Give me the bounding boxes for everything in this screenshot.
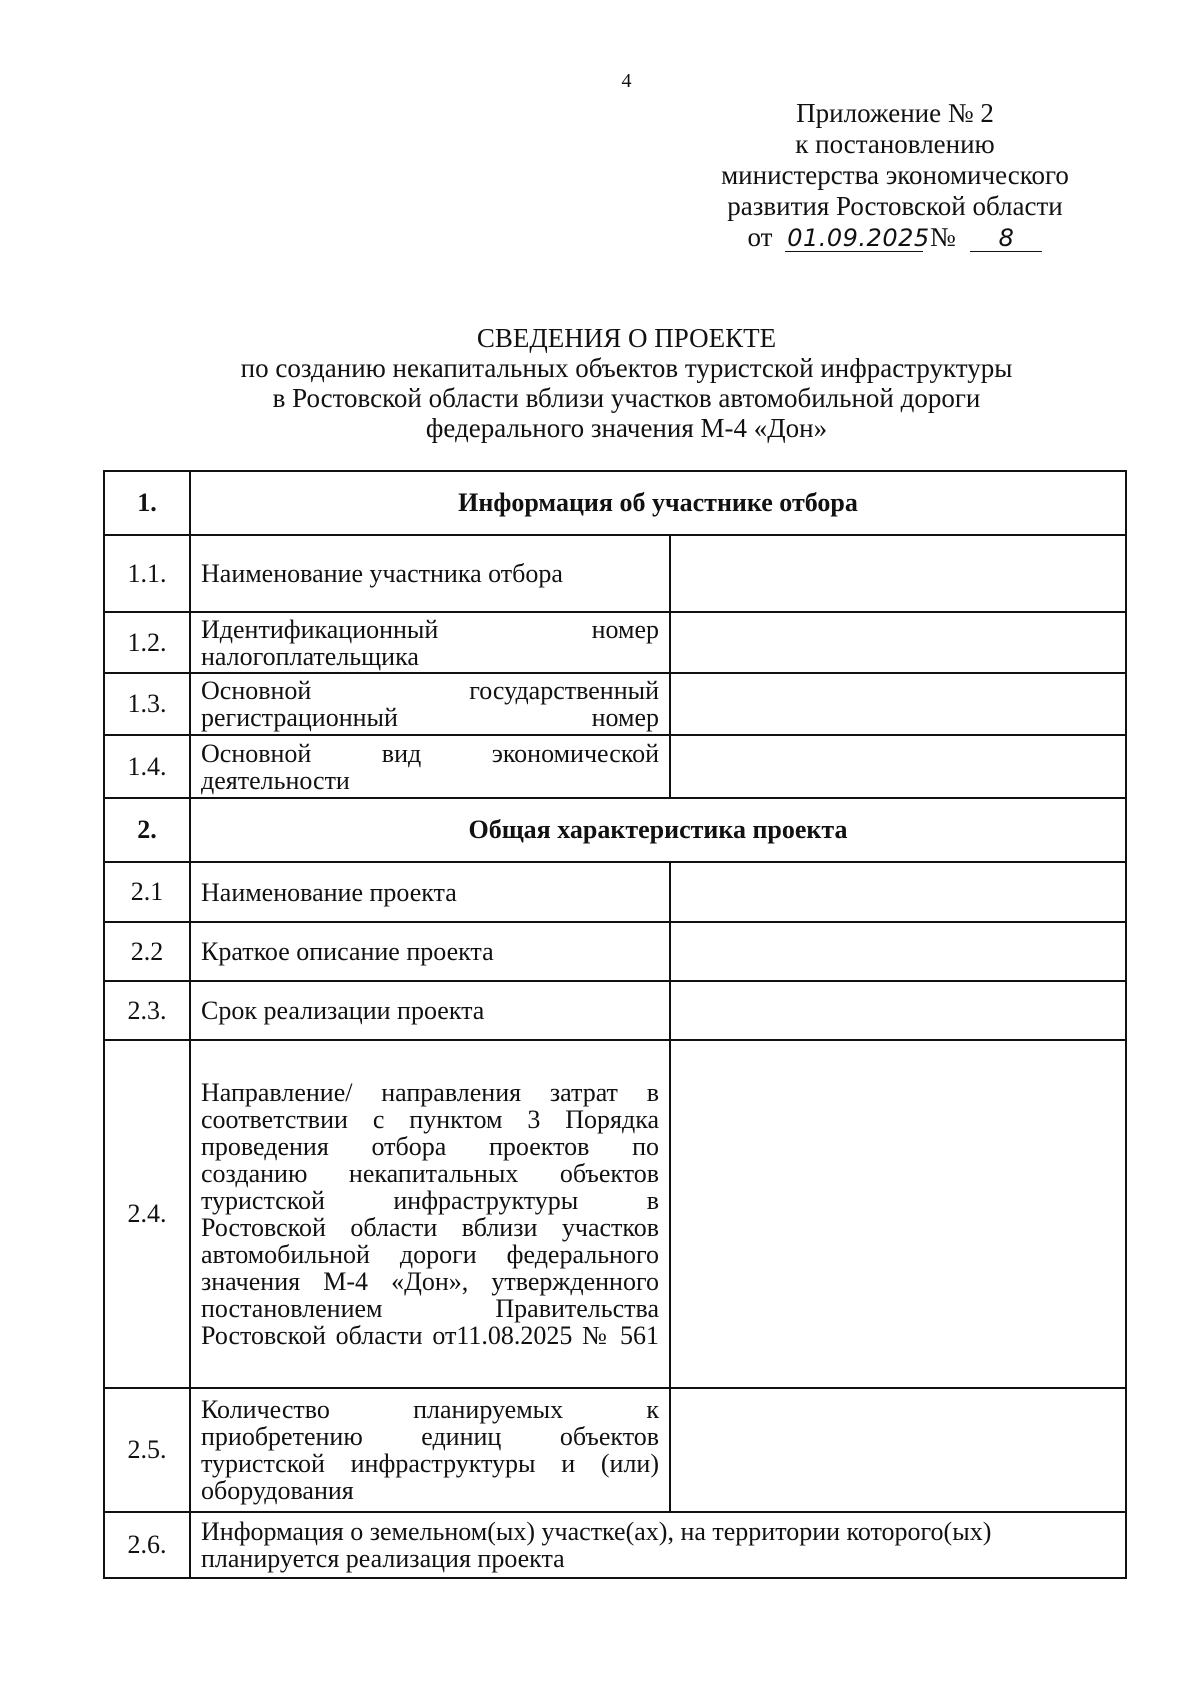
row-label: Краткое описание проекта: [190, 922, 670, 981]
annex-block: [700, 98, 1090, 253]
handwritten-date: 01.09.2025: [787, 224, 930, 252]
title-subline-2: в Ростовской области вблизи участков автомобильной дороги: [272, 383, 981, 413]
row-number: 1.3.: [104, 673, 190, 735]
value-cell[interactable]: [670, 981, 1126, 1040]
value-cell[interactable]: [670, 612, 1126, 673]
row-number: 2.5.: [104, 1388, 190, 1512]
table-row: [104, 922, 1126, 981]
value-cell[interactable]: [670, 535, 1126, 612]
handwritten-number: 8: [970, 225, 1042, 252]
value-cell[interactable]: [670, 922, 1126, 981]
row-number: 2.4.: [104, 1040, 190, 1388]
table-row: [104, 1512, 1126, 1578]
date-prefix: от: [747, 222, 773, 252]
title-subline-3: федерального значения М-4 «Дон»: [425, 413, 828, 443]
section-title: Общая характеристика проекта: [190, 798, 1126, 862]
row-label: Основной государственный регистрационный номер: [190, 673, 670, 735]
row-number: 1.4.: [104, 735, 190, 798]
table-row: [104, 862, 1126, 922]
row-number: 2.6.: [104, 1512, 190, 1578]
title-heading: СВЕДЕНИЯ О ПРОЕКТЕ: [476, 323, 777, 353]
value-cell[interactable]: [670, 735, 1126, 798]
row-label: Срок реализации проекта: [190, 981, 670, 1040]
value-cell[interactable]: [670, 673, 1126, 735]
row-label: Наименование проекта: [190, 862, 670, 922]
annex-line-2: к постановлению: [795, 129, 995, 159]
table-row: [104, 735, 1126, 798]
row-label-wide: Информация о земельном(ых) участке(ах), на территории которого(ых) планируется реализация проекта: [190, 1512, 1126, 1578]
row-number: 2.1: [104, 862, 190, 922]
document-title: [0, 323, 1200, 443]
row-number: 2.3.: [104, 981, 190, 1040]
table-row: [104, 1388, 1126, 1512]
row-number: 1.1.: [104, 535, 190, 612]
section-number: 2.: [104, 798, 190, 862]
row-number: 1.2.: [104, 612, 190, 673]
section-row: [104, 471, 1126, 535]
page-number: 4: [621, 70, 632, 92]
project-info-table: [103, 470, 1127, 1579]
section-number: 1.: [104, 471, 190, 535]
value-cell[interactable]: [670, 1040, 1126, 1388]
row-label: Наименование участника отбора: [190, 535, 670, 612]
table-row: [104, 612, 1126, 673]
row-label: Основной вид экономической деятельности: [190, 735, 670, 798]
annex-line-1: Приложение № 2: [796, 98, 994, 128]
value-cell[interactable]: [670, 1388, 1126, 1512]
table-row: [104, 1040, 1126, 1388]
section-title: Информация об участнике отбора: [190, 471, 1126, 535]
annex-date-number-line: [700, 222, 1090, 253]
annex-line-4: развития Ростовской области: [727, 191, 1063, 221]
row-label: Идентификационный номер налогоплательщика: [190, 612, 670, 673]
annex-line-3: министерства экономического: [721, 160, 1069, 190]
section-row: [104, 798, 1126, 862]
table-row: [104, 673, 1126, 735]
table-row: [104, 981, 1126, 1040]
row-number: 2.2: [104, 922, 190, 981]
row-label: Направление/ направления затрат в соответствии с пунктом 3 Порядка проведения отбора проектов по созданию некапитальных объектов туристской инфраструктуры в Ростовской области вблизи участков автомобильной дороги федерального значения М-4 «Дон», утвержденного постановлением Правительства Ростовской области от11.08.2025 № 561: [190, 1040, 670, 1388]
number-sign: №: [929, 222, 956, 252]
title-subline-1: по созданию некапитальных объектов туристской инфраструктуры: [240, 353, 1013, 383]
value-cell[interactable]: [670, 862, 1126, 922]
row-label: Количество планируемых к приобретению единиц объектов туристской инфраструктуры и (или) оборудования: [190, 1388, 670, 1512]
table-row: [104, 535, 1126, 612]
